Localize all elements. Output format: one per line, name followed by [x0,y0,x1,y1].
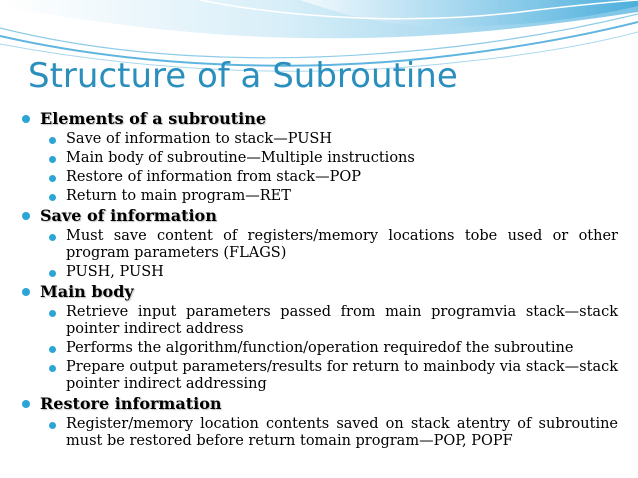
bullet-icon [49,175,56,182]
section-heading [0,281,638,302]
list-item-text: Save of information to stack—PUSH [66,131,332,147]
list-item-text: Main body of subroutine—Multiple instructions [66,150,415,166]
slide-content [0,108,638,450]
bullet-icon [49,270,56,277]
list-item [0,304,638,338]
bullet-icon [22,400,30,408]
list-item-text: Return to main program—RET [66,188,291,204]
bullet-icon [49,422,56,429]
bullet-icon [49,194,56,201]
bullet-icon [49,365,56,372]
bullet-icon [22,212,30,220]
list-item-text: Prepare output parameters/results for return to mainbody via stack—stack pointer indirect addressing [66,359,618,392]
list-item-text: Register/memory location contents saved on stack atentry of subroutine must be restored before return tomain program—POP, POPF [66,416,618,449]
bullet-icon [49,346,56,353]
section-heading-text: Main body [40,282,134,301]
slide-title: Structure of a Subroutine [28,56,458,96]
section-heading-text: Restore information [40,394,222,413]
section-heading-text: Save of information [40,206,217,225]
bullet-icon [49,156,56,163]
list-item [0,264,638,281]
list-item-text: Restore of information from stack—POP [66,169,361,185]
section-heading [0,108,638,129]
list-item-text: PUSH, PUSH [66,264,164,280]
bullet-icon [49,310,56,317]
bullet-icon [22,288,30,296]
list-item [0,131,638,148]
list-item-text: Must save content of registers/memory locations tobe used or other program parameters (FLAGS) [66,228,618,261]
list-item [0,188,638,205]
section-heading [0,205,638,226]
bullet-icon [22,115,30,123]
bullet-icon [49,234,56,241]
list-item-text: Retrieve input parameters passed from main programvia stack—stack pointer indirect address [66,304,618,337]
list-item [0,416,638,450]
list-item [0,340,638,357]
list-item [0,359,638,393]
list-item [0,228,638,262]
section-heading-text: Elements of a subroutine [40,109,267,128]
list-item-text: Performs the algorithm/function/operation requiredof the subroutine [66,340,574,356]
bullet-icon [49,137,56,144]
section-heading [0,393,638,414]
list-item [0,169,638,186]
list-item [0,150,638,167]
